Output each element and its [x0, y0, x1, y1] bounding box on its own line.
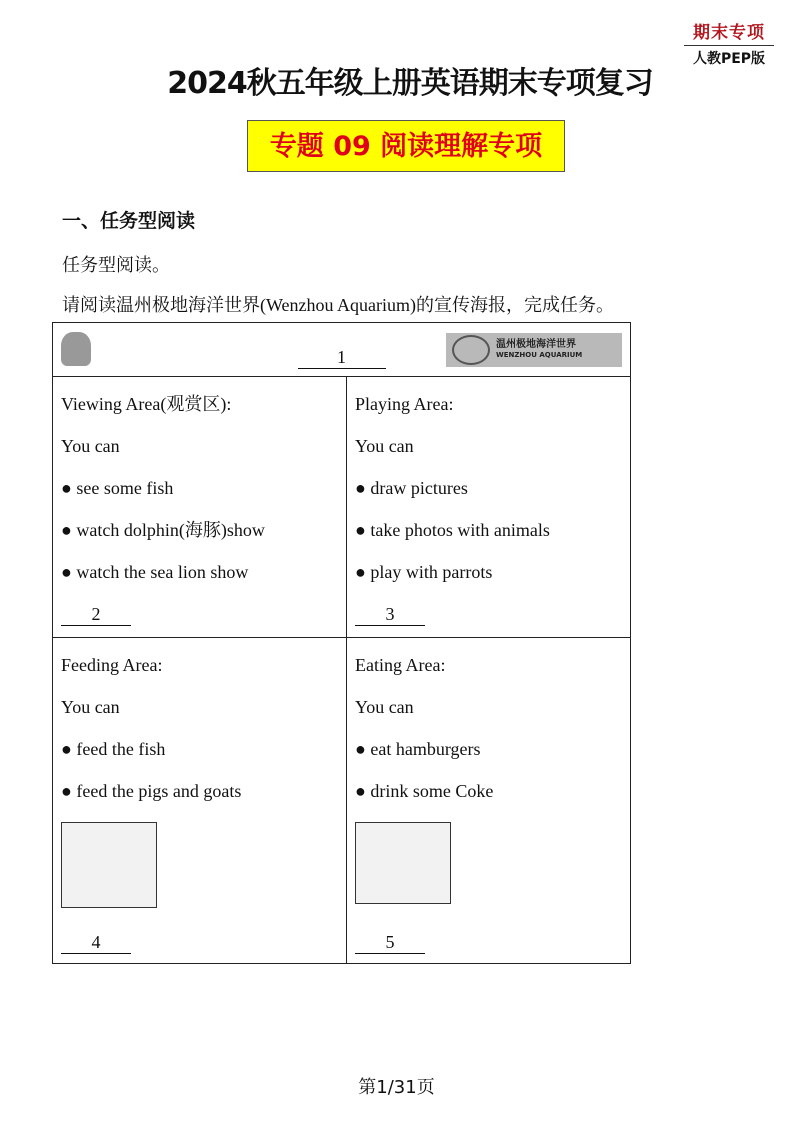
- cell-text: You can: [355, 436, 414, 456]
- page-number: 第1/31页: [358, 1077, 435, 1098]
- blank-5: 5: [355, 931, 425, 954]
- page-title: 2024秋五年级上册英语期末专项复习: [167, 66, 653, 101]
- blank-3: 3: [355, 603, 425, 626]
- cell-title: Playing Area:: [355, 394, 454, 414]
- list-item: ● drink some Coke: [355, 781, 494, 801]
- turtle-image: [61, 332, 91, 366]
- list-item: ● watch the sea lion show: [61, 562, 249, 582]
- cell-text: You can: [355, 697, 414, 717]
- logo-en: WENZHOU AQUARIUM: [496, 351, 583, 359]
- list-item: ● take photos with animals: [355, 520, 550, 540]
- cell-text: You can: [61, 697, 120, 717]
- intro-text: 任务型阅读。: [62, 255, 170, 275]
- list-item: ● play with parrots: [355, 562, 493, 582]
- playing-area-cell: [347, 377, 631, 638]
- list-item: ● see some fish: [61, 478, 174, 498]
- eating-area-cell: [347, 638, 631, 964]
- list-item: ● watch dolphin(海豚)show: [61, 520, 265, 540]
- cell-title: Viewing Area(观赏区):: [61, 394, 232, 414]
- feeding-area-cell: [53, 638, 347, 964]
- section-heading: 一、任务型阅读: [62, 210, 196, 232]
- badge-edition: 人教PEP版: [692, 51, 766, 67]
- blank-2: 2: [61, 603, 131, 626]
- feeding-illustration: [61, 822, 157, 908]
- instruction-text: 请阅读温州极地海洋世界(Wenzhou Aquarium)的宣传海报，完成任务。: [62, 295, 615, 315]
- blank-4: 4: [61, 931, 131, 954]
- cell-title: Eating Area:: [355, 655, 446, 675]
- topic-banner: 专题 09 阅读理解专项: [247, 120, 565, 172]
- poster-header: [53, 323, 631, 377]
- list-item: ● feed the fish: [61, 739, 166, 759]
- eating-illustration: [355, 822, 451, 904]
- aquarium-logo: [446, 333, 622, 367]
- list-item: ● feed the pigs and goats: [61, 781, 242, 801]
- badge-title: 期末专项: [684, 18, 774, 46]
- cell-text: You can: [61, 436, 120, 456]
- viewing-area-cell: [53, 377, 347, 638]
- blank-1: 1: [298, 346, 386, 369]
- list-item: ● draw pictures: [355, 478, 468, 498]
- eye-logo-icon: [452, 335, 490, 365]
- logo-cn: 温州极地海洋世界: [496, 339, 576, 350]
- cell-title: Feeding Area:: [61, 655, 163, 675]
- poster-table: [52, 322, 631, 964]
- list-item: ● eat hamburgers: [355, 739, 481, 759]
